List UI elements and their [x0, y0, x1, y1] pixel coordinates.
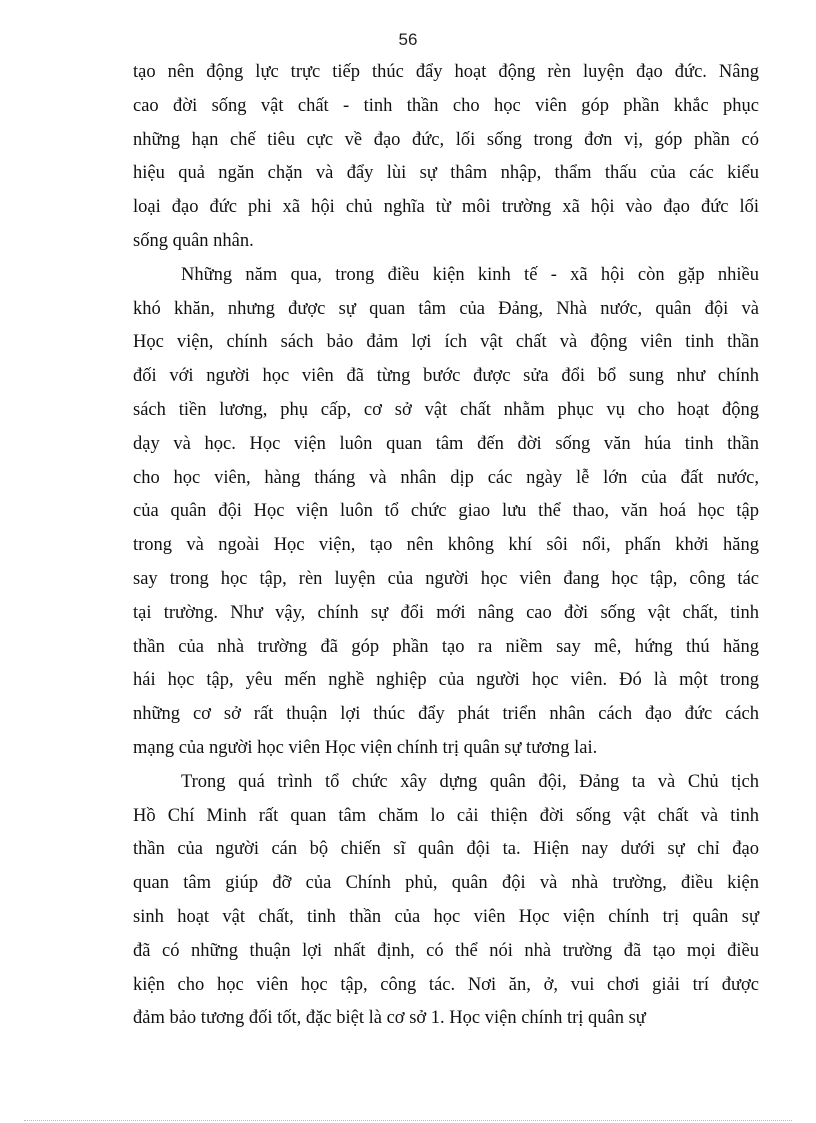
text-line: sinh hoạt vật chất, tinh thần của học viên Học viện chính trị quân sự: [133, 906, 759, 927]
page-bottom-divider: [24, 1120, 792, 1121]
text-line: sách tiền lương, phụ cấp, cơ sở vật chất nhằm phục vụ cho hoạt động: [133, 399, 759, 420]
text-line: mạng của người học viên Học viện chính trị quân sự tương lai.: [133, 737, 598, 758]
document-body: [133, 56, 759, 1036]
text-line: hiệu quả ngăn chặn và đẩy lùi sự thâm nhập, thẩm thấu của các kiểu: [133, 163, 759, 184]
paragraph: [133, 259, 759, 766]
text-line: đảm bảo tương đối tốt, đặc biệt là cơ sở 1. Học viện chính trị quân sự: [133, 1008, 646, 1029]
text-line: thần của người cán bộ chiến sĩ quân đội ta. Hiện nay dưới sự chỉ đạo: [133, 839, 759, 860]
text-line: hái học tập, yêu mến nghề nghiệp của người học viên. Đó là một trong: [133, 670, 759, 691]
text-line: đã có những thuận lợi nhất định, có thể nói nhà trường đã tạo mọi điều: [133, 940, 759, 961]
text-line: sống quân nhân.: [133, 230, 254, 251]
text-line: của quân đội Học viện luôn tổ chức giao lưu thể thao, văn hoá học tập: [133, 501, 759, 522]
paragraph: [133, 56, 759, 259]
text-line: Hồ Chí Minh rất quan tâm chăm lo cải thiện đời sống vật chất và tinh: [133, 805, 759, 826]
text-line: loại đạo đức phi xã hội chủ nghĩa từ môi trường xã hội vào đạo đức lối: [133, 197, 759, 218]
text-line: những cơ sở rất thuận lợi thúc đẩy phát triển nhân cách đạo đức cách: [133, 704, 759, 725]
text-line: trong và ngoài Học viện, tạo nên không khí sôi nổi, phấn khởi hăng: [133, 535, 759, 556]
text-line: tạo nên động lực trực tiếp thúc đẩy hoạt động rèn luyện đạo đức. Nâng: [133, 62, 759, 82]
text-line: dạy và học. Học viện luôn quan tâm đến đời sống văn húa tinh thần: [133, 433, 759, 454]
page-number: 56: [398, 30, 418, 49]
paragraph: [133, 766, 759, 1036]
text-line: thần của nhà trường đã góp phần tạo ra niềm say mê, hứng thú hăng: [133, 636, 759, 657]
text-line: khó khăn, nhưng được sự quan tâm của Đảng, Nhà nước, quân đội và: [133, 298, 759, 319]
text-line: quan tâm giúp đỡ của Chính phủ, quân đội và nhà trường, điều kiện: [133, 873, 759, 894]
text-line: đối với người học viên đã từng bước được sửa đổi bổ sung như chính: [133, 366, 759, 387]
text-line: cao đời sống vật chất - tinh thần cho học viên góp phần khắc phục: [133, 95, 759, 116]
text-line: cho học viên, hàng tháng và nhân dịp các ngày lễ lớn của đất nước,: [133, 467, 759, 488]
text-line: những hạn chế tiêu cực về đạo đức, lối sống trong đơn vị, góp phần có: [133, 129, 759, 150]
text-line: Những năm qua, trong điều kiện kinh tế - xã hội còn gặp nhiều: [181, 264, 759, 285]
text-line: say trong học tập, rèn luyện của người học viên đang học tập, công tác: [133, 568, 759, 589]
text-line: tại trường. Như vậy, chính sự đổi mới nâng cao đời sống vật chất, tinh: [133, 602, 759, 623]
text-line: Trong quá trình tổ chức xây dựng quân đội, Đảng ta và Chủ tịch: [181, 771, 759, 792]
text-line: Học viện, chính sách bảo đảm lợi ích vật chất và động viên tinh thần: [133, 332, 759, 353]
text-line: kiện cho học viên học tập, công tác. Nơi ăn, ở, vui chơi giải trí được: [133, 974, 759, 995]
